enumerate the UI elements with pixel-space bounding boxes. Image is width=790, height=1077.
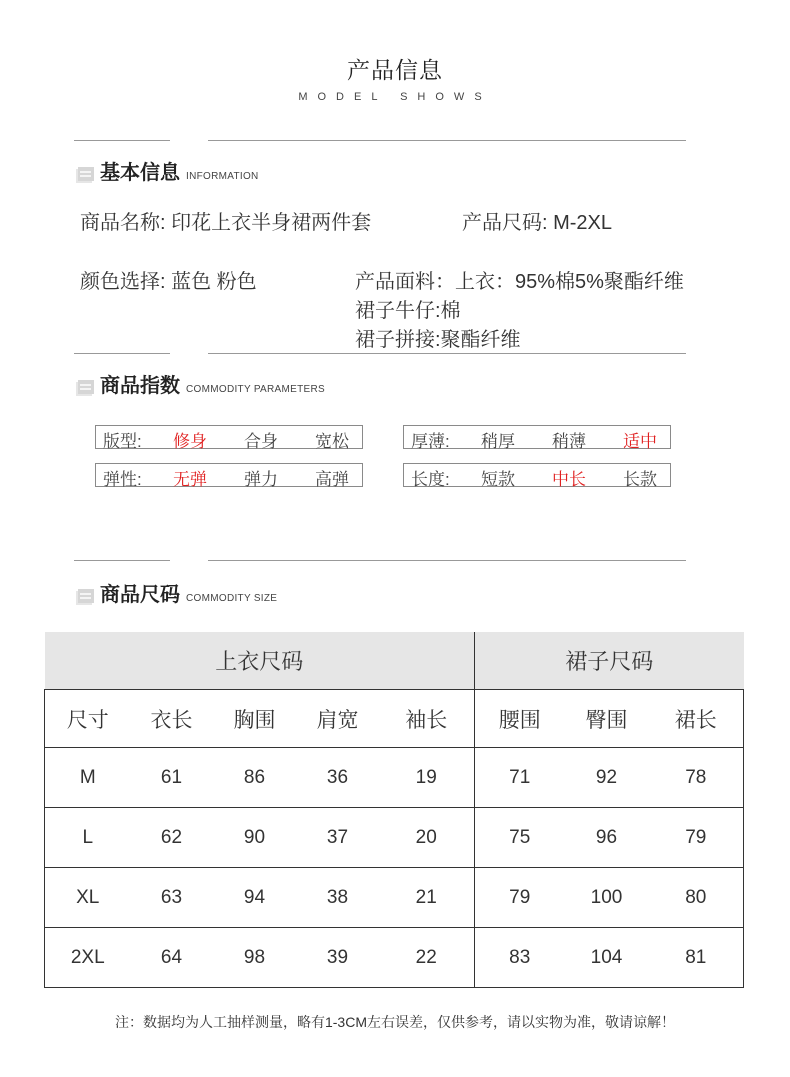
table-cell: 94	[213, 868, 297, 928]
table-cell: 63	[131, 868, 213, 928]
param-fit	[95, 425, 363, 449]
table-cell: 96	[565, 808, 649, 868]
section-title: 商品指数	[100, 375, 180, 397]
section-title-en: COMMODITY SIZE	[186, 593, 278, 604]
column-header: 胸围	[213, 690, 297, 748]
table-cell: 80	[649, 868, 744, 928]
table-cell: 100	[565, 868, 649, 928]
table-cell: 90	[213, 808, 297, 868]
param-label: 弹性:	[103, 470, 142, 489]
page-stack-icon	[74, 585, 96, 607]
page-stack-icon	[74, 376, 96, 398]
table-cell: 104	[565, 928, 649, 988]
table-cell: 71	[475, 748, 565, 808]
table-header-row	[45, 690, 744, 748]
section-title-en: COMMODITY PARAMETERS	[186, 384, 325, 395]
divider	[208, 140, 686, 141]
param-option: 中长	[552, 470, 586, 489]
color-choice: 颜色选择: 蓝色 粉色	[80, 271, 257, 293]
param-length	[403, 463, 671, 487]
table-cell: 61	[131, 748, 213, 808]
param-option: 高弹	[315, 470, 349, 489]
param-option: 稍薄	[552, 432, 586, 451]
table-cell: 39	[297, 928, 379, 988]
column-header: 肩宽	[297, 690, 379, 748]
table-cell: 19	[379, 748, 475, 808]
table-row	[45, 808, 744, 868]
param-option: 适中	[623, 432, 657, 451]
param-option: 长款	[623, 470, 657, 489]
table-cell: 2XL	[45, 928, 131, 988]
table-cell: 37	[297, 808, 379, 868]
table-cell: 86	[213, 748, 297, 808]
divider	[74, 560, 170, 561]
column-header: 裙长	[649, 690, 744, 748]
table-cell: 92	[565, 748, 649, 808]
table-cell: XL	[45, 868, 131, 928]
param-thickness	[403, 425, 671, 449]
section-title-en: INFORMATION	[186, 171, 259, 182]
param-option: 修身	[173, 432, 207, 451]
table-cell: 36	[297, 748, 379, 808]
param-elasticity	[95, 463, 363, 487]
fabric-skirt-denim: 裙子牛仔:棉	[355, 300, 461, 322]
divider	[208, 353, 686, 354]
table-cell: 79	[475, 868, 565, 928]
table-cell: L	[45, 808, 131, 868]
table-cell: M	[45, 748, 131, 808]
table-row	[45, 928, 744, 988]
param-option: 弹力	[244, 470, 278, 489]
param-option: 无弹	[173, 470, 207, 489]
param-option: 短款	[481, 470, 515, 489]
table-cell: 75	[475, 808, 565, 868]
table-cell: 81	[649, 928, 744, 988]
section-title: 基本信息	[100, 162, 180, 184]
divider	[74, 353, 170, 354]
column-header: 衣长	[131, 690, 213, 748]
divider	[74, 140, 170, 141]
product-name: 商品名称: 印花上衣半身裙两件套	[80, 212, 372, 234]
table-cell: 20	[379, 808, 475, 868]
size-table	[44, 632, 744, 988]
param-option: 合身	[244, 432, 278, 451]
param-label: 版型:	[103, 432, 142, 451]
table-cell: 79	[649, 808, 744, 868]
table-row	[45, 868, 744, 928]
column-header: 尺寸	[45, 690, 131, 748]
page-subtitle: MODEL SHOWS	[298, 91, 492, 103]
table-cell: 83	[475, 928, 565, 988]
param-option: 宽松	[315, 432, 349, 451]
divider	[208, 560, 686, 561]
column-header: 袖长	[379, 690, 475, 748]
param-label: 长度:	[411, 470, 450, 489]
table-group-row	[45, 632, 744, 690]
table-cell: 78	[649, 748, 744, 808]
section-header-size	[74, 578, 277, 607]
section-header-basic	[74, 156, 259, 185]
column-header: 腰围	[475, 690, 565, 748]
page-stack-icon	[74, 163, 96, 185]
column-header: 臀围	[565, 690, 649, 748]
fabric-top: 产品面料：上衣：95%棉5%聚酯纤维	[355, 271, 684, 293]
table-cell: 64	[131, 928, 213, 988]
table-cell: 62	[131, 808, 213, 868]
param-option: 稍厚	[481, 432, 515, 451]
section-header-params	[74, 369, 325, 398]
table-cell: 38	[297, 868, 379, 928]
group-top-size: 上衣尺码	[45, 632, 475, 690]
table-cell: 21	[379, 868, 475, 928]
table-cell: 22	[379, 928, 475, 988]
product-size-range: 产品尺码: M-2XL	[462, 212, 613, 234]
table-row	[45, 748, 744, 808]
page-title: 产品信息	[347, 57, 443, 83]
param-label: 厚薄:	[411, 432, 450, 451]
fabric-skirt-splice: 裙子拼接:聚酯纤维	[355, 329, 521, 351]
table-cell: 98	[213, 928, 297, 988]
disclaimer-note: 注：数据均为人工抽样测量，略有1-3CM左右误差，仅供参考，请以实物为准，敬请谅解！	[114, 1014, 675, 1030]
group-skirt-size: 裙子尺码	[475, 632, 744, 690]
section-title: 商品尺码	[100, 584, 180, 606]
